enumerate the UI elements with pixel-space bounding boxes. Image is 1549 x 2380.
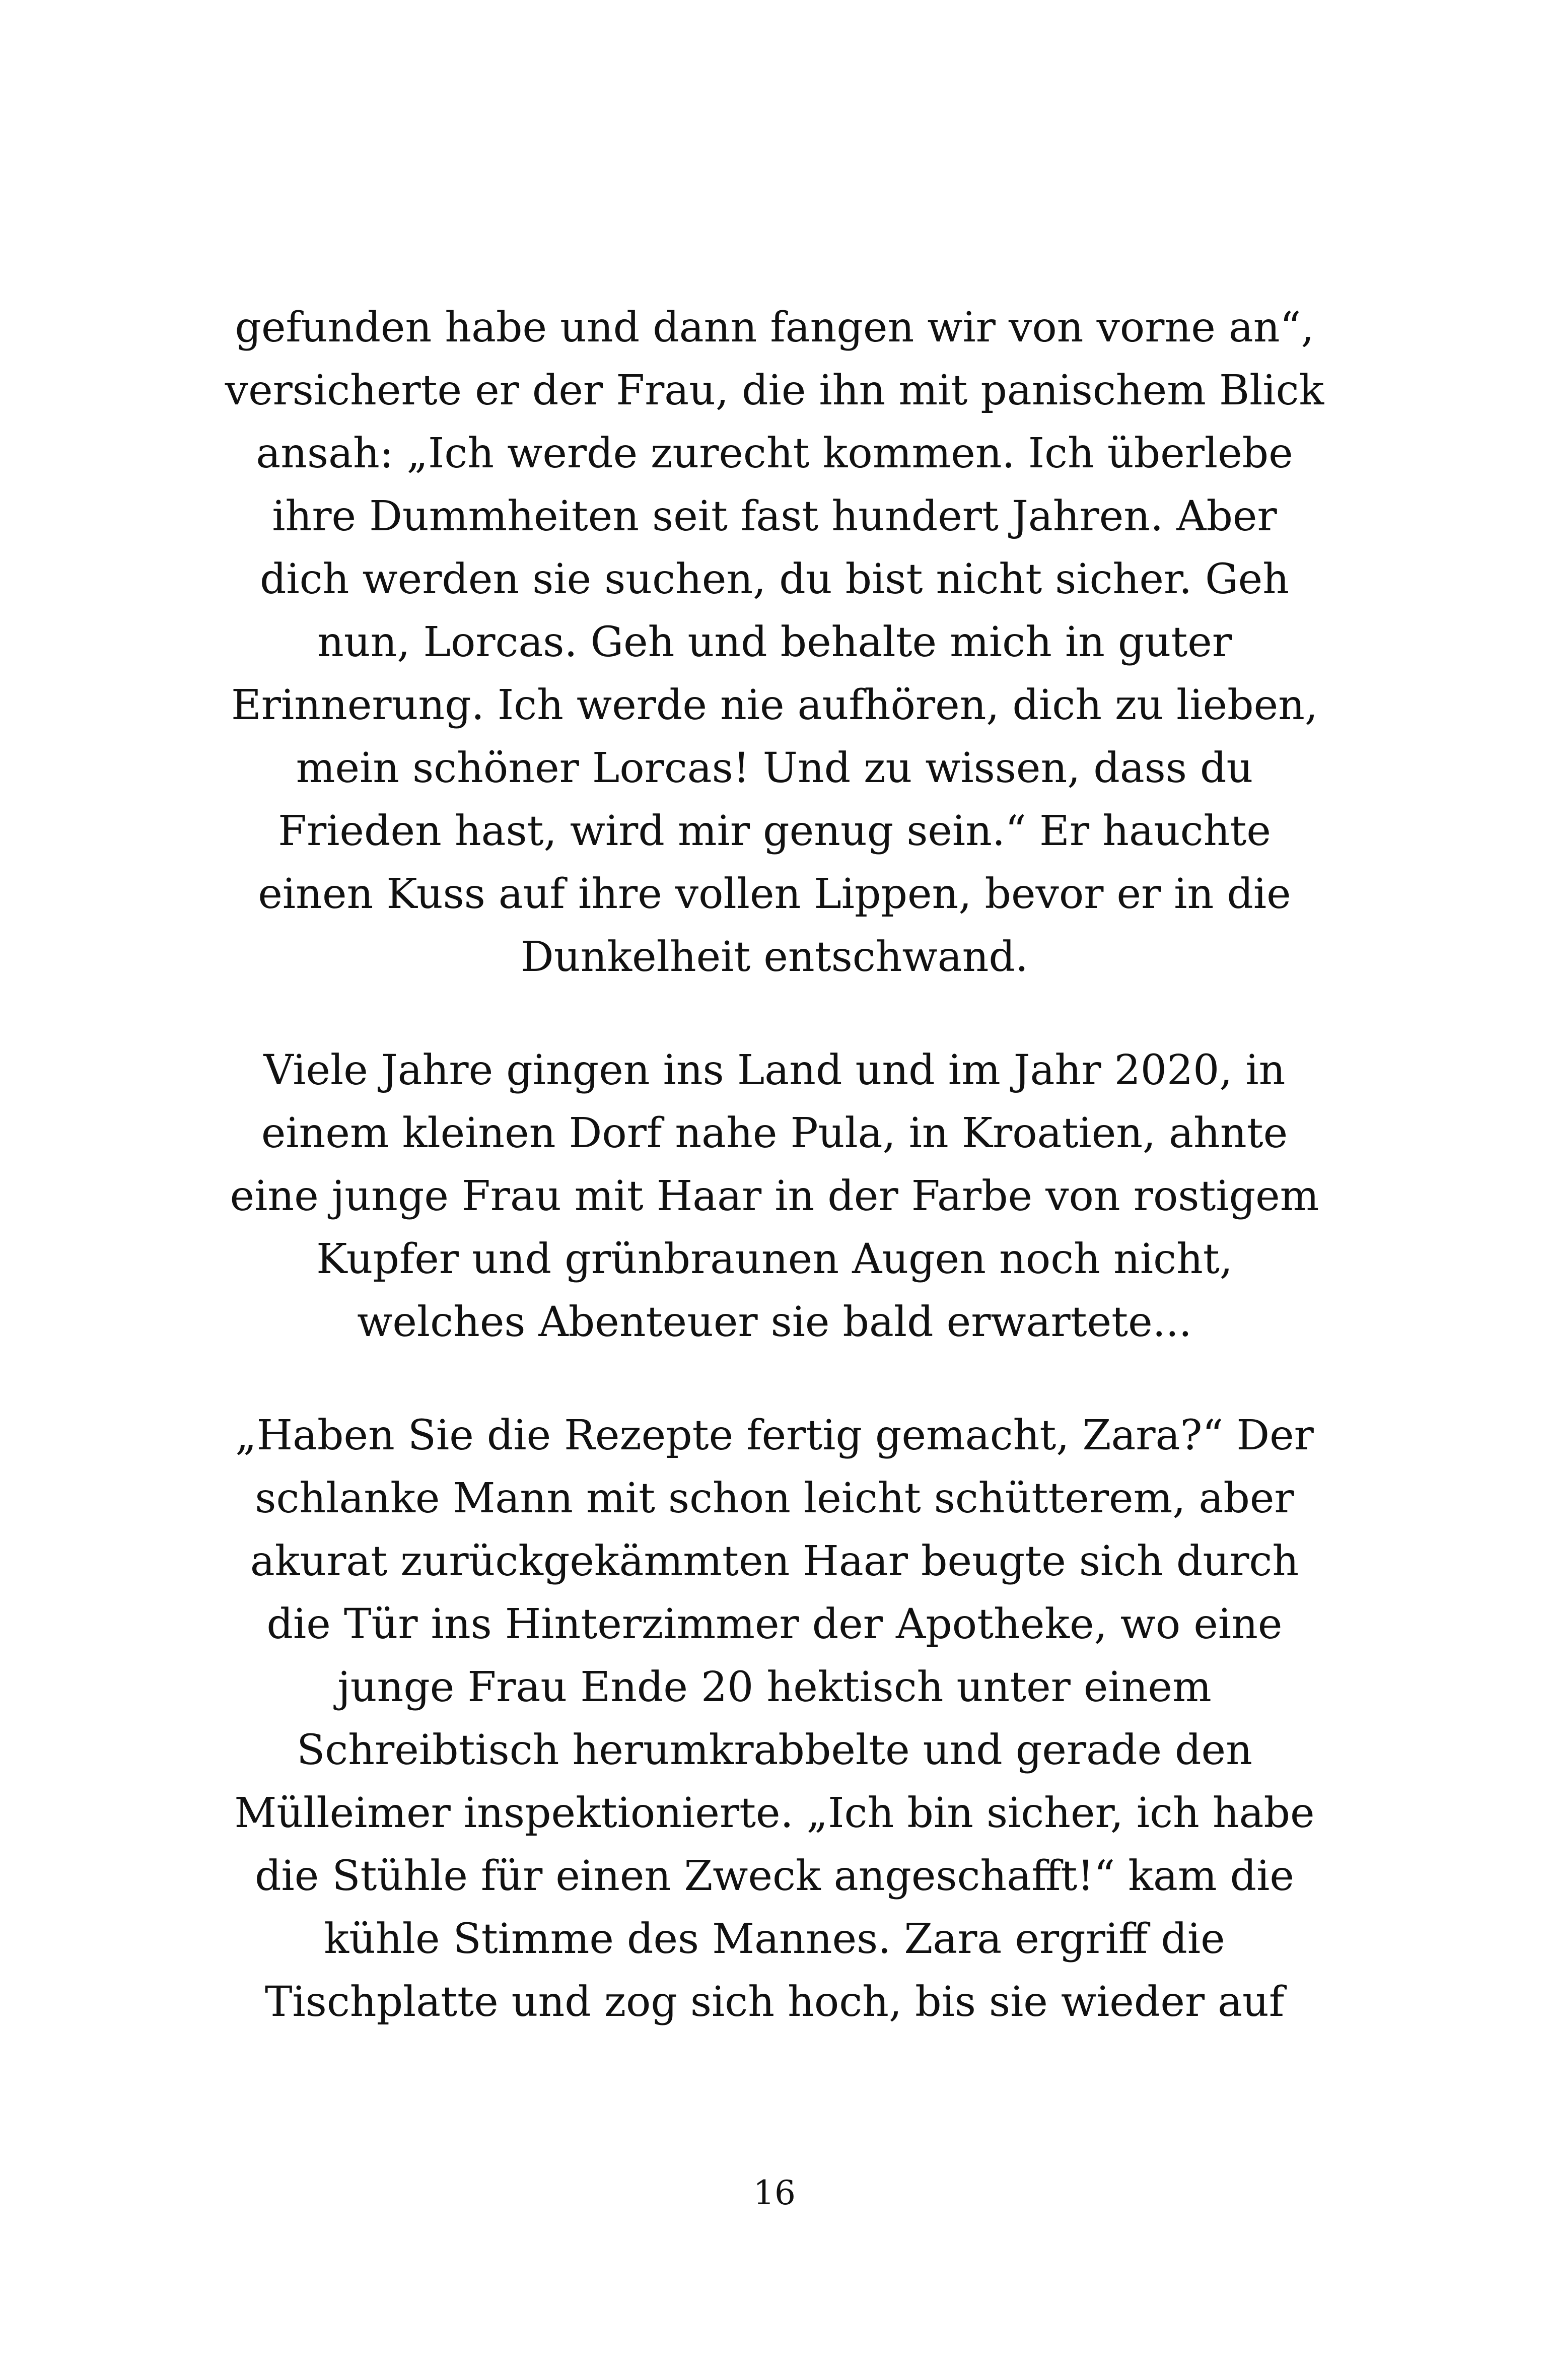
text-line: kühle Stimme des Mannes. Zara ergriff die bbox=[324, 1915, 1225, 1963]
text-line: Schreibtisch herumkrabbelte und gerade den bbox=[297, 1726, 1252, 1774]
paragraph-farewell bbox=[212, 296, 1337, 989]
text-line: eine junge Frau mit Haar in der Farbe von rostigem bbox=[230, 1172, 1319, 1220]
text-line: ihre Dummheiten seit fast hundert Jahren. Aber bbox=[272, 493, 1277, 540]
text-line: „Haben Sie die Rezepte fertig gemacht, Zara?“ Der bbox=[235, 1412, 1314, 1459]
text-line: gefunden habe und dann fangen wir von vorne an“, bbox=[235, 304, 1314, 352]
text-line: nun, Lorcas. Geh und behalte mich in guter bbox=[317, 618, 1232, 666]
text-line: Kupfer und grünbraunen Augen noch nicht, bbox=[316, 1235, 1233, 1283]
text-line: mein schöner Lorcas! Und zu wissen, dass du bbox=[296, 744, 1253, 792]
text-line: einem kleinen Dorf nahe Pula, in Kroatien, ahnte bbox=[261, 1109, 1288, 1157]
text-line: Dunkelheit entschwand. bbox=[521, 933, 1028, 981]
text-line: die Stühle für einen Zweck angeschafft!“ kam die bbox=[255, 1852, 1294, 1900]
paragraph-pharmacy bbox=[212, 1404, 1337, 2034]
text-line: Tischplatte und zog sich hoch, bis sie wieder auf bbox=[264, 1978, 1285, 2026]
text-line: einen Kuss auf ihre vollen Lippen, bevor er in die bbox=[258, 870, 1291, 918]
text-line: dich werden sie suchen, du bist nicht sicher. Geh bbox=[259, 555, 1290, 603]
text-line: ansah: „Ich werde zurecht kommen. Ich überlebe bbox=[256, 430, 1293, 477]
text-line: Viele Jahre gingen ins Land und im Jahr 2020, in bbox=[263, 1046, 1286, 1094]
text-line: junge Frau Ende 20 hektisch unter einem bbox=[337, 1663, 1212, 1711]
text-line: Frieden hast, wird mir genug sein.“ Er hauchte bbox=[278, 807, 1271, 855]
text-line: welches Abenteuer sie bald erwartete... bbox=[357, 1298, 1192, 1346]
text-line: Mülleimer inspektionierte. „Ich bin sicher, ich habe bbox=[234, 1789, 1315, 1837]
text-line: Erinnerung. Ich werde nie aufhören, dich zu lieben, bbox=[231, 681, 1318, 729]
text-line: die Tür ins Hinterzimmer der Apotheke, wo eine bbox=[266, 1600, 1283, 1648]
page-number: 16 bbox=[753, 2174, 796, 2212]
paragraph-years-later bbox=[212, 1039, 1337, 1354]
text-line: versicherte er der Frau, die ihn mit panischem Blick bbox=[225, 367, 1324, 414]
text-line: schlanke Mann mit schon leicht schütterem, aber bbox=[255, 1475, 1294, 1522]
text-line: akurat zurückgekämmten Haar beugte sich durch bbox=[250, 1537, 1299, 1585]
